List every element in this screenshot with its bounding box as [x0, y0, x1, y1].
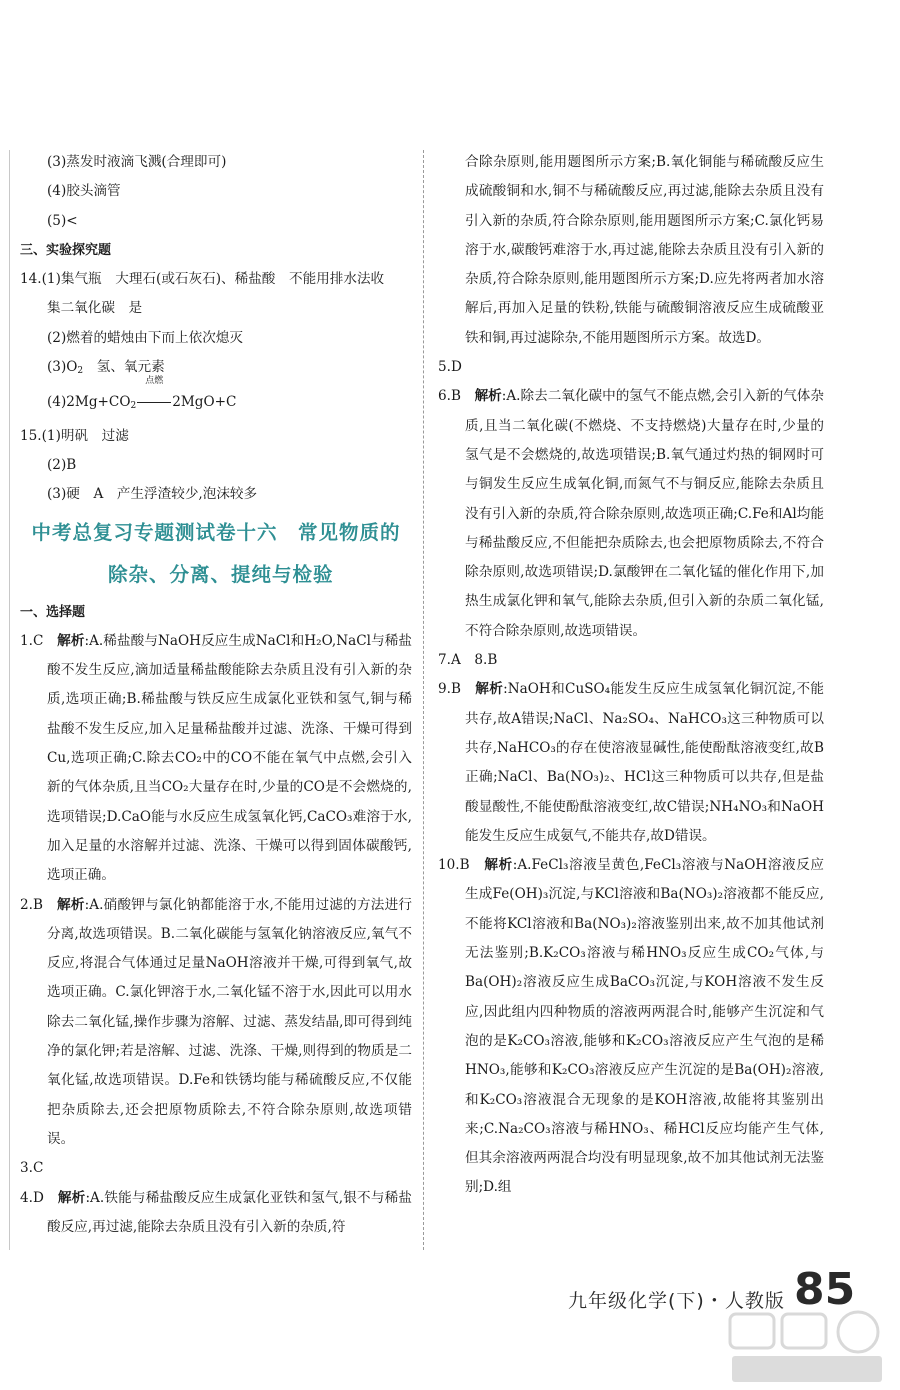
answer-number: 10.B — [438, 857, 485, 874]
answer-line: 14.(1)集气瓶 大理石(或石灰石)、稀盐酸 不能用排水法收 — [20, 271, 385, 288]
answer-paragraph — [438, 382, 824, 646]
answer-paragraph — [20, 627, 412, 891]
answer-paragraph — [438, 675, 824, 851]
answer-number: 2.B — [20, 896, 58, 913]
answer-line: (2)B — [47, 456, 77, 473]
left-column — [20, 148, 412, 1242]
analysis-label: 解析 — [474, 388, 502, 405]
answer-line: 15.(1)明矾 过滤 — [20, 427, 129, 444]
analysis-label: 解析 — [57, 896, 85, 913]
analysis-text: :NaOH和CuSO₄能发生反应生成氢氧化铜沉淀,不能共存,故A错误;NaCl、Na₂SO₄、NaHCO₃这三种物质可以共存,NaHCO₃的存在使溶液显碱性,能使酚酞溶液变红,故B正确;NaCl、Ba(NO₃)₂、HCl这三种物质可以共存,但是盐酸显酸性,不能使酚酞溶液变红,故C错误;NH₄NO₃和NaOH能发生反应生成氨气,不能共存,故D错误。 — [465, 681, 824, 844]
watermark-logo — [722, 1308, 894, 1388]
equation-right: 2MgO+C — [172, 394, 237, 411]
page-edge-line — [9, 150, 10, 1250]
answer-paragraph — [20, 1184, 412, 1243]
test-title-line1: 中考总复习专题测试卷十六 常见物质的 — [31, 520, 401, 544]
analysis-text: :A.稀盐酸与NaOH反应生成NaCl和H₂O,NaCl与稀盐酸不发生反应,滴加适量稀盐酸能除去杂质且没有引入新的杂质,选项正确;B.稀盐酸与铁反应生成氯化亚铁和氢气,铜与稀盐酸不发生反应,加入足量稀盐酸并过滤、洗涤、干燥可得到Cu,选项正确;C.除去CO₂中的CO不能在氧气中点燃,会引入新的气体杂质,且当CO₂大量存在时,少量的CO是不会燃烧的,选项错误;D.CaO能与水反应生成氢氧化钙,CaCO₃难溶于水,加入足量的水溶解并过滤、洗涤、干燥可以得到固体碳酸钙,选项正确。 — [47, 632, 413, 884]
analysis-text: :A.硝酸钾与氯化钠都能溶于水,不能用过滤的方法进行分离,故选项错误。B.二氧化碳能与氢氧化钠溶液反应,氧气不反应,将混合气体通过足量NaOH溶液并干燥,可得到氧气,故选项正确。C.氯化钾溶于水,二氧化锰不溶于水,因此可以用水除去二氧化锰,操作步骤为溶解、过滤、蒸发结晶,即可得到纯净的氯化钾;若是溶解、过滤、洗涤、干燥,则得到的物质是二氧化锰,故选项错误。D.Fe和铁锈均能与稀硫酸反应,不仅能把杂质除去,还会把原物质除去,不符合除杂原则,故选项错误。 — [47, 896, 413, 1147]
answer-line: 3.C — [20, 1160, 44, 1177]
analysis-text: :A.除去二氧化碳中的氢气不能点燃,会引入新的气体杂质,且当二氧化碳(不燃烧、不支持燃烧)大量存在时,少量的氢气是不会燃烧的,故选项错误;B.氧气通过灼热的铜网时可与铜发生反应生成氧化铜,而氮气不与铜反应,能除去杂质且没有引入新的杂质,符合除杂原则,故选项正确;C.Fe和Al均能与稀盐酸反应,不但能把杂质除去,也会把原物质除去,不符合除杂原则,故选项错误;D.氯酸钾在二氧化锰的催化作用下,加热生成氯化钾和氧气,能除去杂质,但引入新的杂质二氧化锰,不符合除杂原则,故选项错误。 — [465, 388, 825, 639]
reaction-condition: 点燃 — [145, 376, 164, 387]
analysis-label: 解析 — [57, 1189, 86, 1206]
answer-line: (4)胶头滴管 — [47, 183, 121, 200]
page-number: 85 — [794, 1264, 856, 1315]
answer-line: 集二氧化碳 是 — [47, 300, 143, 317]
reaction-arrow — [136, 376, 172, 417]
analysis-text: :A.FeCl₃溶液呈黄色,FeCl₃溶液与NaOH溶液反应生成Fe(OH)₃沉淀,与KCl溶液和Ba(NO₃)₂溶液都不能反应,不能将KCl溶液和Ba(NO₃)₂溶液鉴别出来,故不加其他试剂无法鉴别;B.K₂CO₃溶液与稀HNO₃反应生成CO₂气体,与Ba(OH)₂溶液反应生成BaCO₃沉淀,与KOH溶液不发生反应,因此组内四种物质的溶液两两混合时,能够产生沉淀和气泡的是K₂CO₃溶液,能够和K₂CO₃溶液反应产生气泡的是稀HNO₃,能够和K₂CO₃溶液反应产生沉淀的是Ba(OH)₂溶液,和K₂CO₃溶液混合无现象的是KOH溶液,故能将其鉴别出来;C.Na₂CO₃溶液与稀HNO₃、稀HCl反应均能产生气体,但其余溶液两两混合均没有明显现象,故不加其他试剂无法鉴别;D.组 — [465, 857, 825, 1196]
section-heading: 三、实验探究题 — [20, 242, 112, 258]
answer-line: 5.D — [438, 359, 462, 376]
column-divider — [423, 150, 424, 1250]
answer-number: 6.B — [438, 388, 475, 405]
answer-line: (3)硬 A 产生浮渣较少,泡沫较多 — [47, 486, 258, 503]
answer-number: 9.B — [438, 681, 476, 698]
answer-number: 1.C — [20, 632, 58, 649]
analysis-label: 解析 — [484, 857, 513, 874]
answer-paragraph — [20, 891, 412, 1155]
test-title-line2: 除杂、分离、提纯与检验 — [108, 562, 334, 586]
answer-text: 氢、氧元素 — [83, 359, 165, 376]
answer-line: (5)< — [47, 212, 78, 229]
answer-number: 4.D — [20, 1189, 58, 1206]
analysis-text: :A.铁能与稀盐酸反应生成氯化亚铁和氢气,银不与稀盐酸反应,再过滤,能除去杂质且没有引入新的杂质,符 — [47, 1189, 412, 1235]
answer-line: 7.A 8.B — [438, 652, 498, 669]
analysis-label: 解析 — [57, 632, 85, 649]
equation-left: (4)2Mg+CO — [47, 394, 131, 411]
analysis-label: 解析 — [475, 681, 504, 698]
answer-line: (2)燃着的蜡烛由下而上依次熄灭 — [47, 329, 243, 346]
answer-line: (3)蒸发时液滴飞溅(合理即可) — [47, 154, 227, 170]
equation-line: $(4)2Mg+CO_2$ 点燃 2MgO+C — [20, 388, 412, 421]
section-heading: 一、选择题 — [20, 604, 86, 620]
book-footer-title: 九年级化学(下)・人教版 — [568, 1290, 785, 1312]
answer-line: $(3)O_2$ 氢、氧元素 — [47, 359, 165, 377]
answer-paragraph: 合除杂原则,能用题图所示方案;B.氧化铜能与稀硫酸反应生成硫酸铜和水,铜不与稀硫酸反应,再过滤,能除去杂质且没有引入新的杂质,符合除杂原则,能用题图所示方案;C.氯化钙易溶于水,碳酸钙难溶于水,再过滤,能除去杂质且没有引入新的杂质,符合除杂原则,能用题图所示方案;D.应先将两者加水溶解后,再加入足量的铁粉,铁能与硫酸铜溶液反应生成硫酸亚铁和铜,再过滤除杂,不能用题图所示方案。故选D。 — [465, 154, 824, 346]
answer-text: (3)O — [47, 359, 78, 376]
answer-paragraph — [438, 851, 824, 1203]
right-column — [438, 148, 824, 1203]
